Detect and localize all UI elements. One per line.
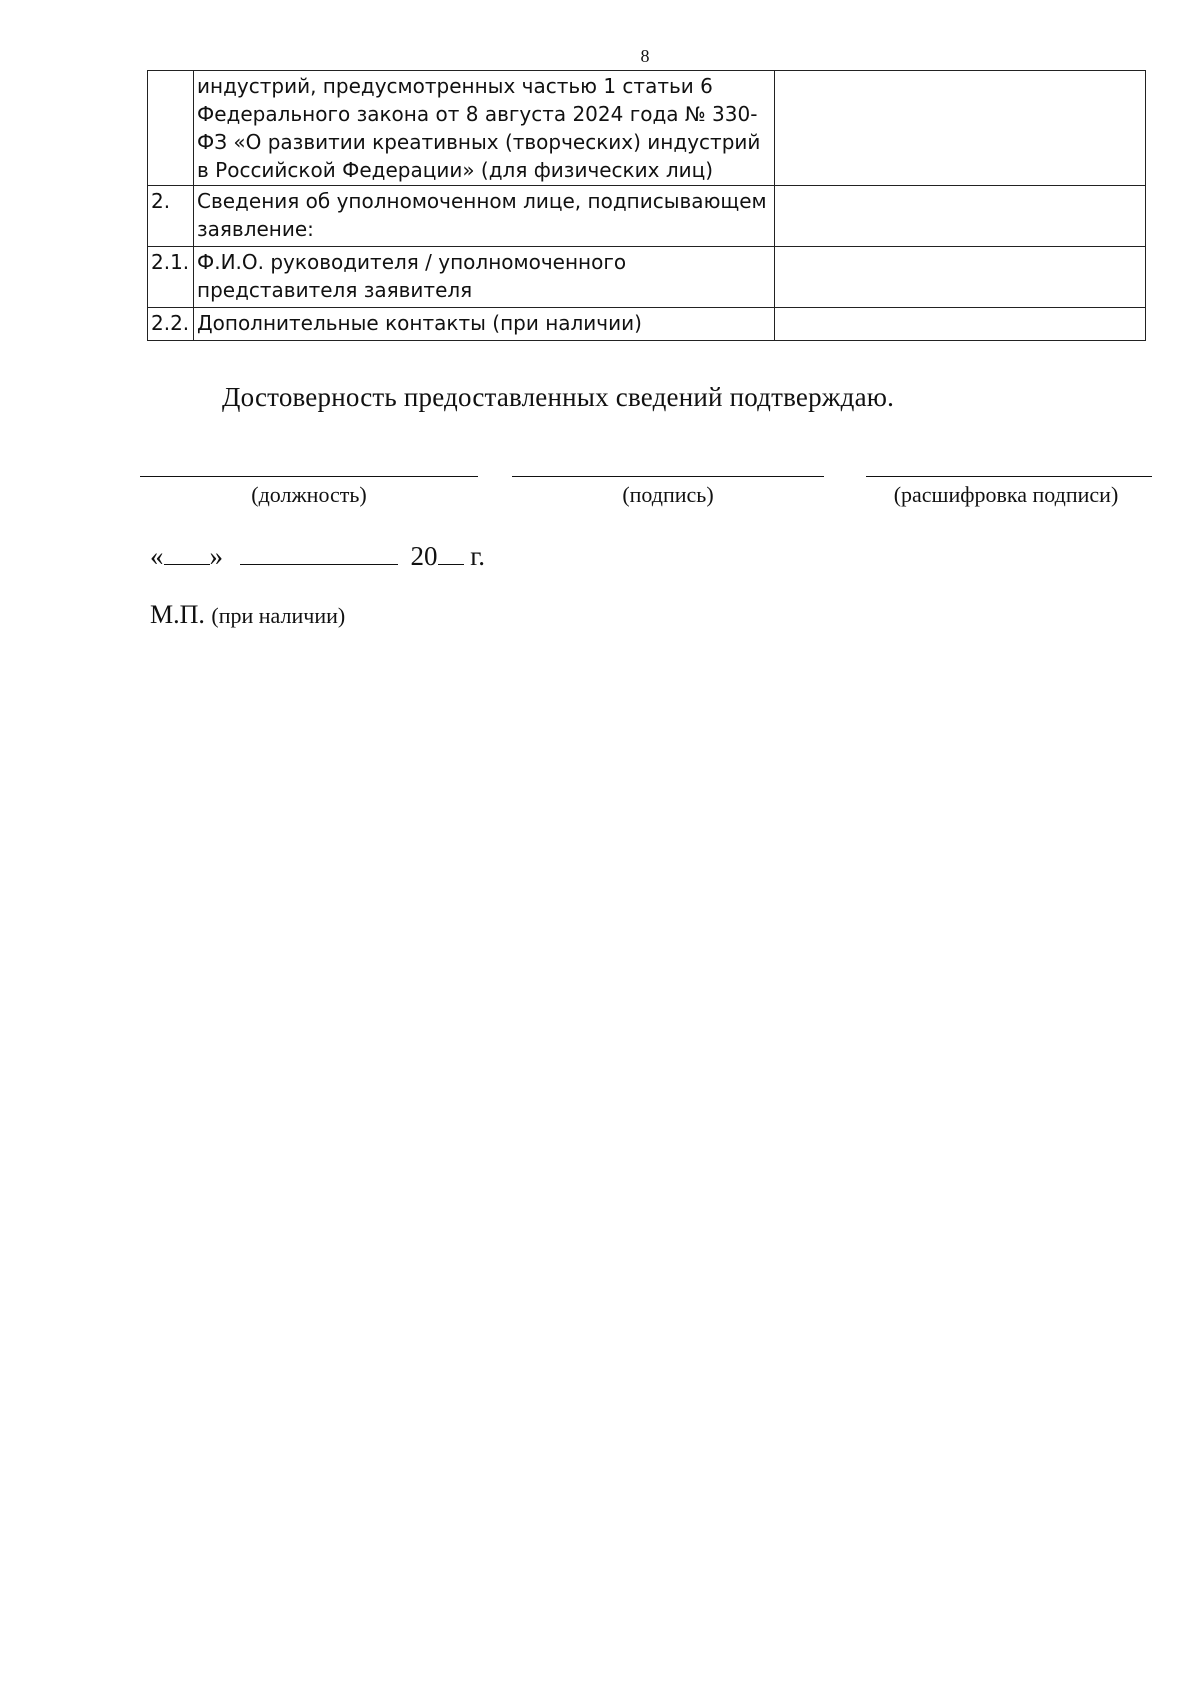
day-blank[interactable] <box>164 540 210 565</box>
row-value-field[interactable] <box>775 247 1146 308</box>
confirmation-statement: Достоверность предоставленных сведений подтверждаю. <box>222 382 895 412</box>
open-quote: « <box>150 541 164 571</box>
table-row <box>148 308 1146 341</box>
year-suffix: г. <box>470 541 486 571</box>
table-row <box>148 247 1146 308</box>
stamp-note: (при наличии) <box>211 603 346 628</box>
name-caption: (расшифровка подписи) <box>893 482 1119 507</box>
row-value-field[interactable] <box>775 71 1146 186</box>
row-number: 2.2. <box>148 308 194 341</box>
row-number <box>148 71 194 186</box>
date-line <box>150 540 485 572</box>
page-number: 8 <box>640 46 650 66</box>
row-number: 2. <box>148 186 194 247</box>
position-caption: (должность) <box>251 482 367 507</box>
signature-line[interactable] <box>512 476 824 477</box>
row-value-field[interactable] <box>775 186 1146 247</box>
month-blank[interactable] <box>240 540 398 565</box>
name-signature-line[interactable] <box>866 476 1152 477</box>
row-description: Дополнительные контакты (при наличии) <box>194 308 775 341</box>
year-blank[interactable] <box>438 540 464 565</box>
table-row <box>148 71 1146 186</box>
position-signature-line[interactable] <box>140 476 478 477</box>
stamp-place <box>150 600 345 630</box>
application-table <box>147 70 1146 341</box>
year-prefix: 20 <box>410 541 438 571</box>
row-description: Ф.И.О. руководителя / уполномоченного представителя заявителя <box>194 247 775 308</box>
signature-caption: (подпись) <box>622 482 714 507</box>
row-value-field[interactable] <box>775 308 1146 341</box>
table-row <box>148 186 1146 247</box>
stamp-label: М.П. <box>150 600 205 629</box>
row-description: индустрий, предусмотренных частью 1 статьи 6 Федерального закона от 8 августа 2024 года № 330-ФЗ «О развитии креативных (творческих) индустрий в Российской Федерации» (для физических лиц) <box>194 71 775 186</box>
row-number: 2.1. <box>148 247 194 308</box>
row-description: Сведения об уполномоченном лице, подписывающем заявление: <box>194 186 775 247</box>
close-quote: » <box>209 541 223 571</box>
